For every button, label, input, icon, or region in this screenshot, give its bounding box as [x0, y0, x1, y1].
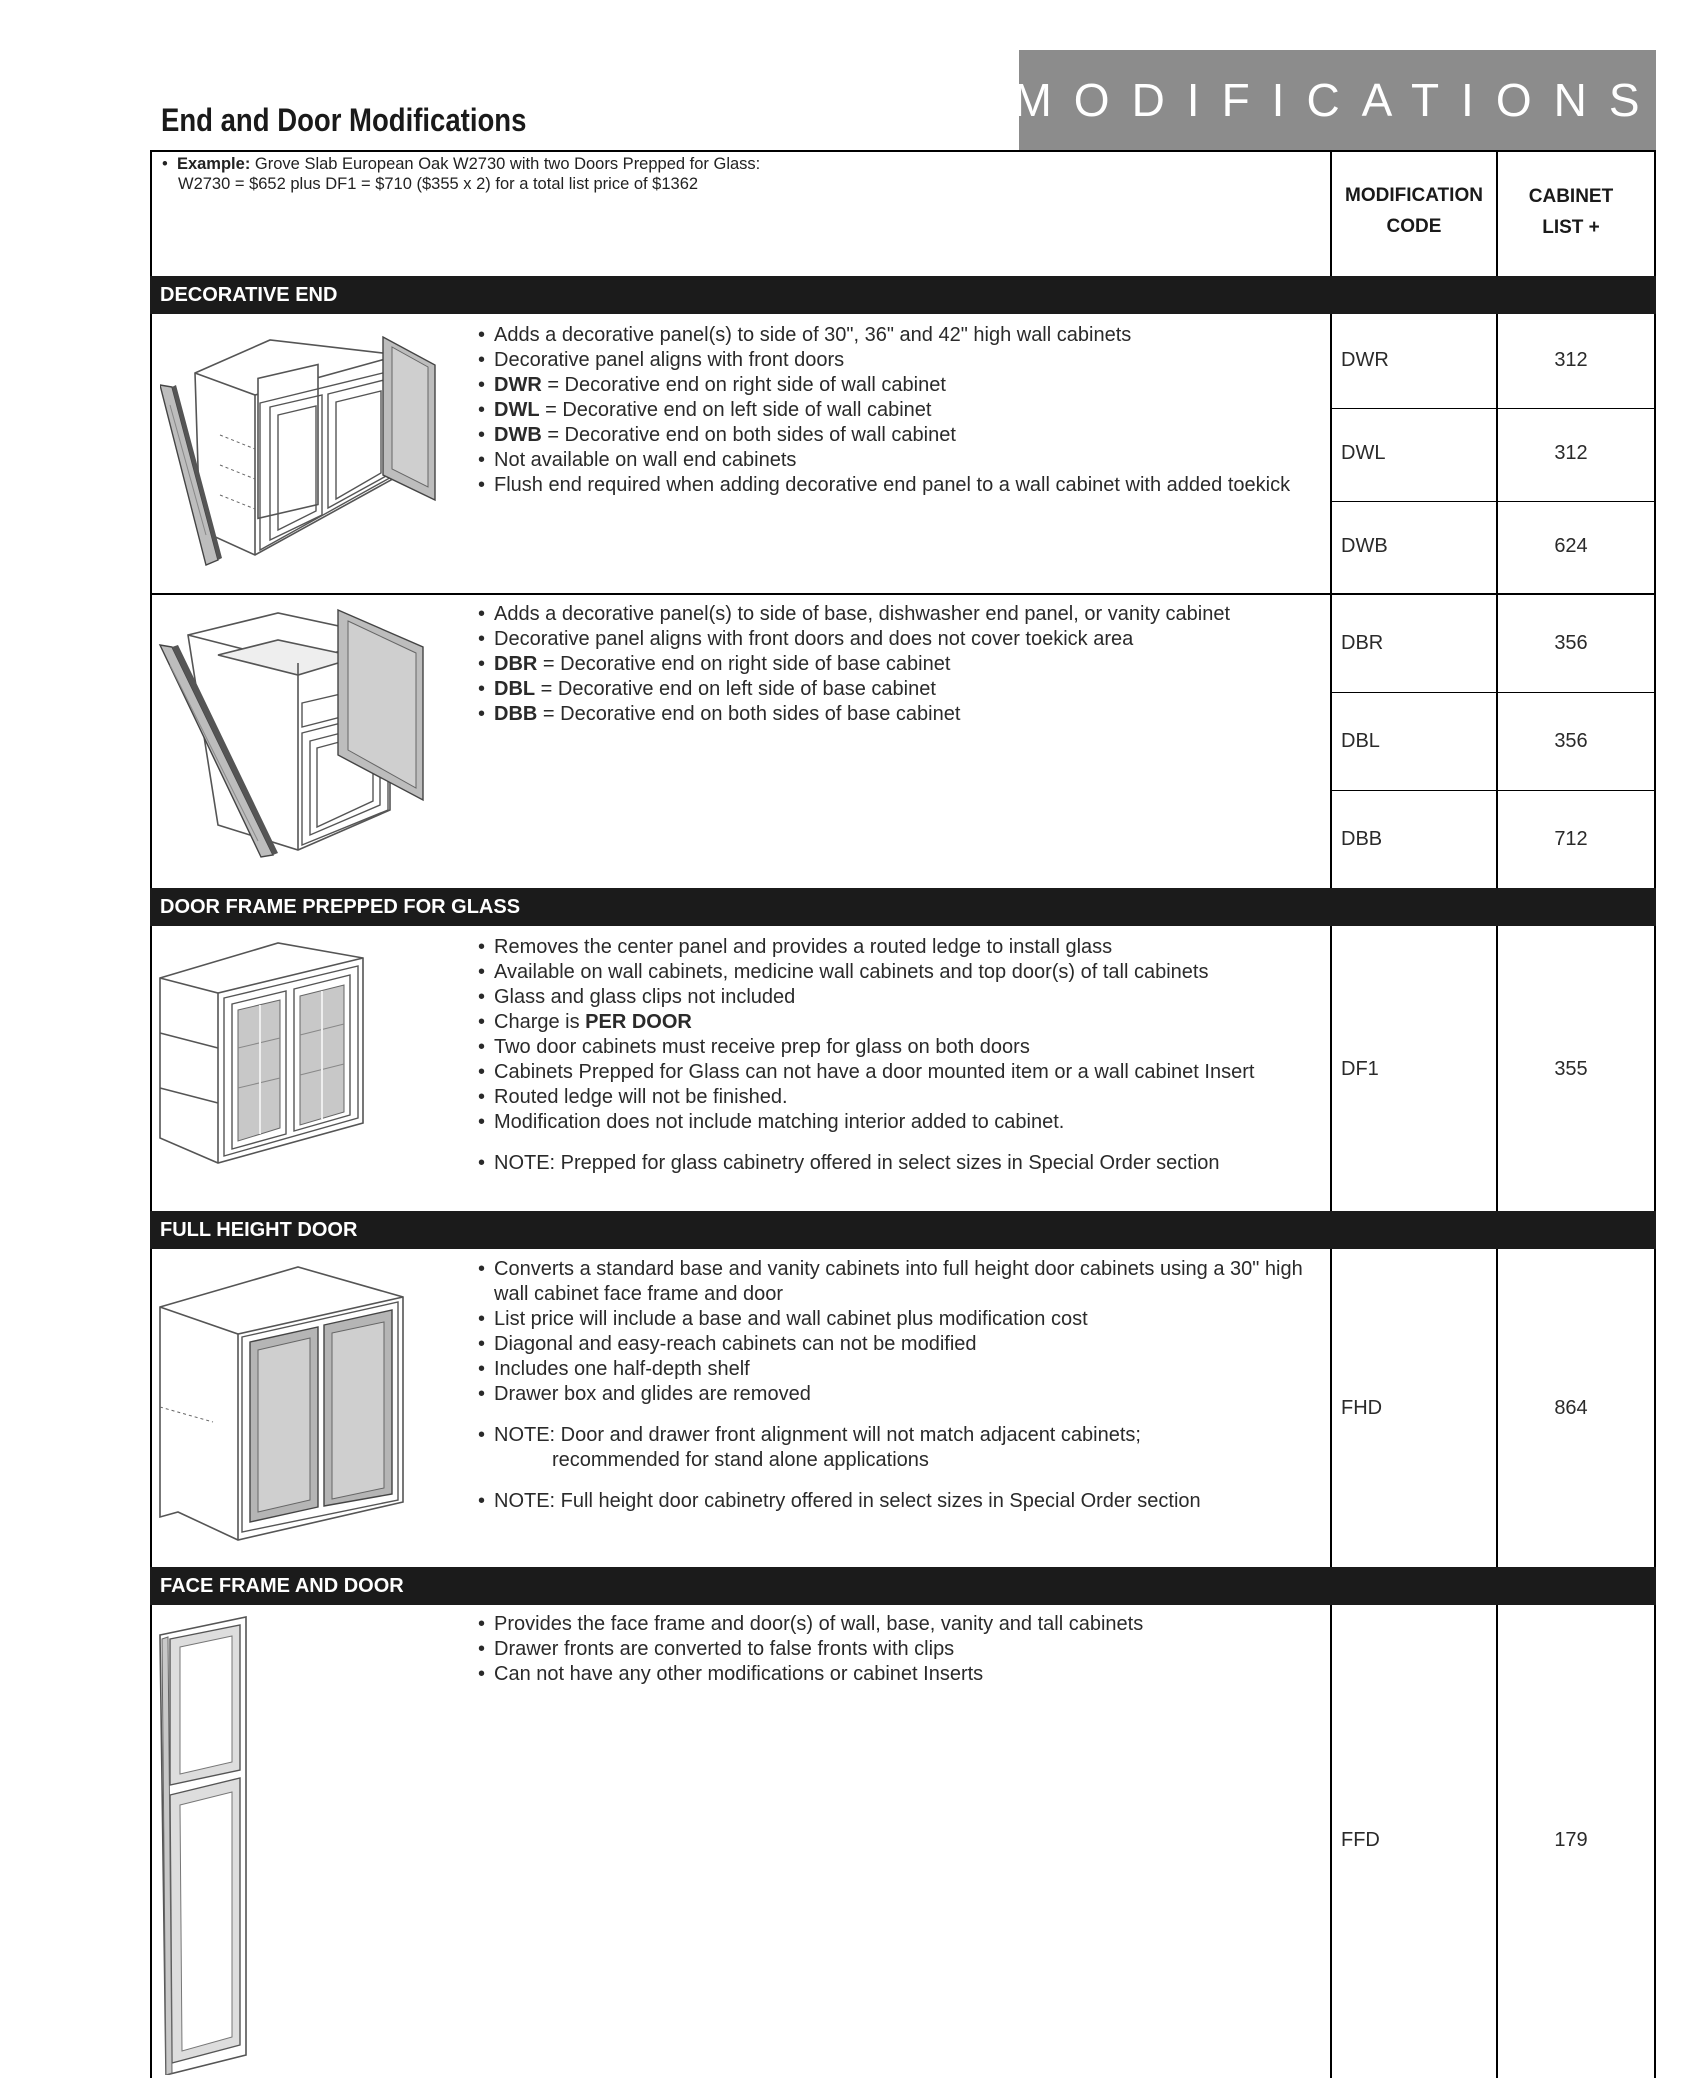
- code-dwb: DWB: [1341, 535, 1388, 557]
- section-header-decorative-end: DECORATIVE END: [150, 276, 1656, 314]
- list-item: • Includes one half-depth shelf: [476, 1357, 1326, 1382]
- list-item: • Drawer fronts are converted to false fronts with clips: [476, 1637, 1326, 1662]
- list-item: • DWL = Decorative end on left side of wall cabinet: [476, 398, 1326, 423]
- price-dwl: 312: [1554, 442, 1588, 464]
- list-item: • Removes the center panel and provides a routed ledge to install glass: [476, 935, 1326, 960]
- list-item: • Cabinets Prepped for Glass can not have a door mounted item or a wall cabinet Insert: [476, 1060, 1326, 1085]
- list-item: • Flush end required when adding decorative end panel to a wall cabinet with added toekick: [476, 473, 1324, 498]
- wall-decorative-end-bullets: [476, 323, 1326, 498]
- list-item: • Available on wall cabinets, medicine wall cabinets and top door(s) of tall cabinets: [476, 960, 1326, 985]
- list-item: • DWB = Decorative end on both sides of wall cabinet: [476, 423, 1326, 448]
- section-header-face-frame: FACE FRAME AND DOOR: [150, 1567, 1656, 1605]
- price-dbb: 712: [1554, 828, 1588, 850]
- list-item: • NOTE: Door and drawer front alignment will not match adjacent cabinets; recommended for stand alone applications: [476, 1423, 1326, 1473]
- list-item: • Decorative panel aligns with front doors: [476, 348, 1326, 373]
- example-line-1: Grove Slab European Oak W2730 with two Doors Prepped for Glass:: [254, 155, 761, 173]
- code-dwl: DWL: [1341, 442, 1386, 464]
- list-item: • Glass and glass clips not included: [476, 985, 1326, 1010]
- price-dbl: 356: [1554, 730, 1588, 752]
- example-label: Example:: [176, 155, 251, 173]
- list-item: • Decorative panel aligns with front doors and does not cover toekick area: [476, 627, 1326, 652]
- price-dbr: 356: [1554, 632, 1588, 654]
- list-item: • Not available on wall end cabinets: [476, 448, 1326, 473]
- base-cabinet-decorative-end-illustration: [158, 605, 443, 865]
- list-item: • Diagonal and easy-reach cabinets can not be modified: [476, 1332, 1326, 1357]
- list-item: • Adds a decorative panel(s) to side of 30", 36" and 42" high wall cabinets: [476, 323, 1326, 348]
- example-line-2: W2730 = $652 plus DF1 = $710 ($355 x 2) for a total list price of $1362: [178, 175, 699, 193]
- code-dbb: DBB: [1341, 828, 1383, 850]
- list-item: • DBL = Decorative end on left side of base cabinet: [476, 677, 1326, 702]
- list-item: • Modification does not include matching interior added to cabinet.: [476, 1110, 1326, 1135]
- glass-prep-bullets: [476, 935, 1326, 1176]
- code-ffd: FFD: [1341, 1829, 1380, 1851]
- list-item: • Routed ledge will not be finished.: [476, 1085, 1326, 1110]
- list-item: • Charge is PER DOOR: [476, 1010, 1326, 1035]
- list-item: • List price will include a base and wall cabinet plus modification cost: [476, 1307, 1326, 1332]
- code-df1: DF1: [1341, 1058, 1379, 1080]
- code-fhd: FHD: [1341, 1397, 1383, 1419]
- modification-code-header: MODIFICATION CODE: [1345, 185, 1483, 237]
- price-ffd: 179: [1554, 1829, 1588, 1851]
- list-item: • NOTE: Prepped for glass cabinetry offered in select sizes in Special Order section: [476, 1151, 1326, 1176]
- list-item: • Converts a standard base and vanity cabinets into full height door cabinets using a 30" high wall cabinet face frame and door: [476, 1257, 1304, 1307]
- list-item: • DBR = Decorative end on right side of base cabinet: [476, 652, 1326, 677]
- cabinet-list-header: CABINET LIST +: [1528, 186, 1614, 238]
- glass-prep-cabinet-illustration: [158, 938, 368, 1168]
- code-dbr: DBR: [1341, 632, 1384, 654]
- full-height-door-cabinet-illustration: [158, 1262, 410, 1542]
- code-dbl: DBL: [1341, 730, 1380, 752]
- list-item: • NOTE: Full height door cabinetry offered in select sizes in Special Order section: [476, 1489, 1326, 1514]
- face-frame-door-illustration: [158, 1615, 253, 2075]
- price-dwb: 624: [1554, 535, 1588, 557]
- list-item: • DBB = Decorative end on both sides of base cabinet: [476, 702, 1326, 727]
- example-note: • Example: Grove Slab European Oak W2730 with two Doors Prepped for Glass: W2730 = $652 plus DF1 = $710 ($355 x 2) for a total list price of $1362: [162, 155, 761, 193]
- section-header-glass: DOOR FRAME PREPPED FOR GLASS: [150, 888, 1656, 926]
- page-title: End and Door Modifications: [161, 102, 527, 138]
- list-item: • DWR = Decorative end on right side of wall cabinet: [476, 373, 1326, 398]
- list-item: • Can not have any other modifications or cabinet Inserts: [476, 1662, 1326, 1687]
- list-item: • Provides the face frame and door(s) of wall, base, vanity and tall cabinets: [476, 1612, 1326, 1637]
- list-item: • Drawer box and glides are removed: [476, 1382, 1326, 1407]
- price-fhd: 864: [1554, 1397, 1588, 1419]
- wall-cabinet-decorative-end-illustration: [160, 325, 445, 570]
- price-dwr: 312: [1554, 349, 1588, 371]
- price-df1: 355: [1554, 1058, 1588, 1080]
- base-decorative-end-bullets: [476, 602, 1326, 727]
- list-item: • Two door cabinets must receive prep for glass on both doors: [476, 1035, 1326, 1060]
- face-frame-bullets: [476, 1612, 1326, 1687]
- full-height-door-bullets: [476, 1257, 1326, 1514]
- list-item: • Adds a decorative panel(s) to side of base, dishwasher end panel, or vanity cabinet: [476, 602, 1326, 627]
- section-banner: MODIFICATIONS: [1019, 50, 1656, 150]
- section-header-full-height-door: FULL HEIGHT DOOR: [150, 1211, 1656, 1249]
- code-dwr: DWR: [1341, 349, 1389, 371]
